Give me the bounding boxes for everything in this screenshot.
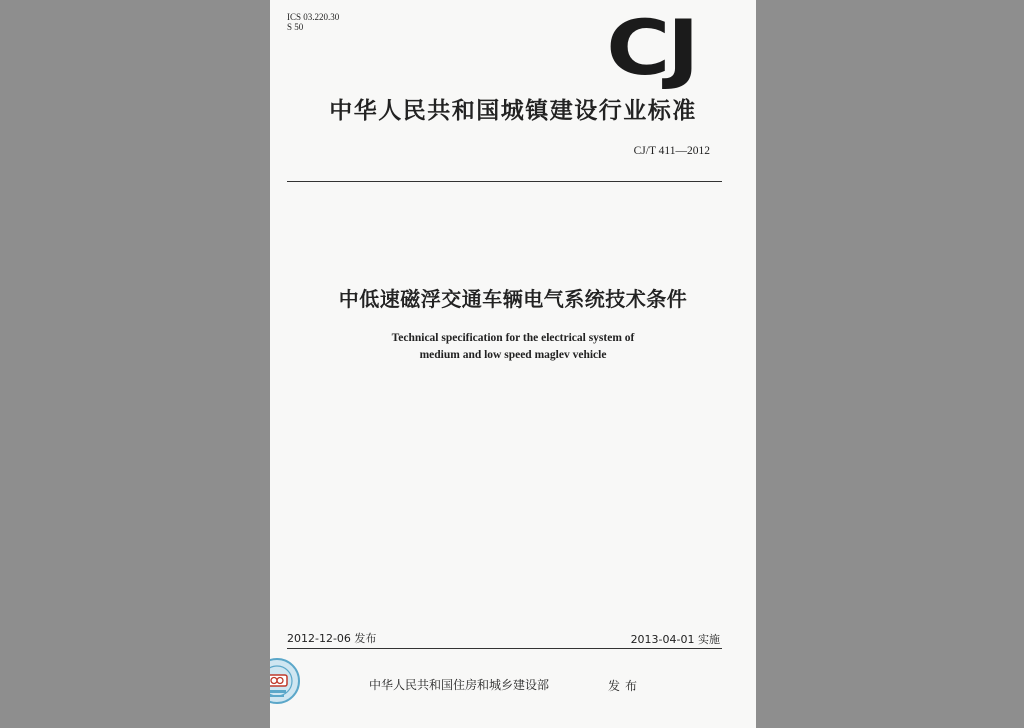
cj-logo: CJ: [606, 3, 696, 92]
top-divider: [287, 181, 722, 182]
organization-title: 中华人民共和国城镇建设行业标准: [329, 98, 697, 124]
english-title-line-2: medium and low speed maglev vehicle: [419, 349, 607, 361]
bottom-divider: [287, 648, 722, 649]
classification-codes: [287, 12, 339, 32]
standard-code: CJ/T 411—2012: [633, 145, 710, 157]
class-code: S 50: [287, 22, 304, 32]
implementation-date: 2013-04-01 实施: [630, 633, 720, 646]
seal-stamp-icon: [270, 656, 300, 706]
issue-date: 2012-12-06 发布: [287, 632, 377, 645]
document-page: [270, 0, 756, 728]
document-title-english: [270, 330, 756, 364]
publisher-name: 中华人民共和国住房和城乡建设部: [369, 678, 550, 692]
publish-label: 发布: [608, 679, 643, 693]
document-title-chinese: 中低速磁浮交通车辆电气系统技术条件: [338, 287, 688, 311]
ics-code: ICS 03.220.30: [287, 12, 340, 22]
english-title-line-1: Technical specification for the electrical system of: [391, 332, 635, 344]
